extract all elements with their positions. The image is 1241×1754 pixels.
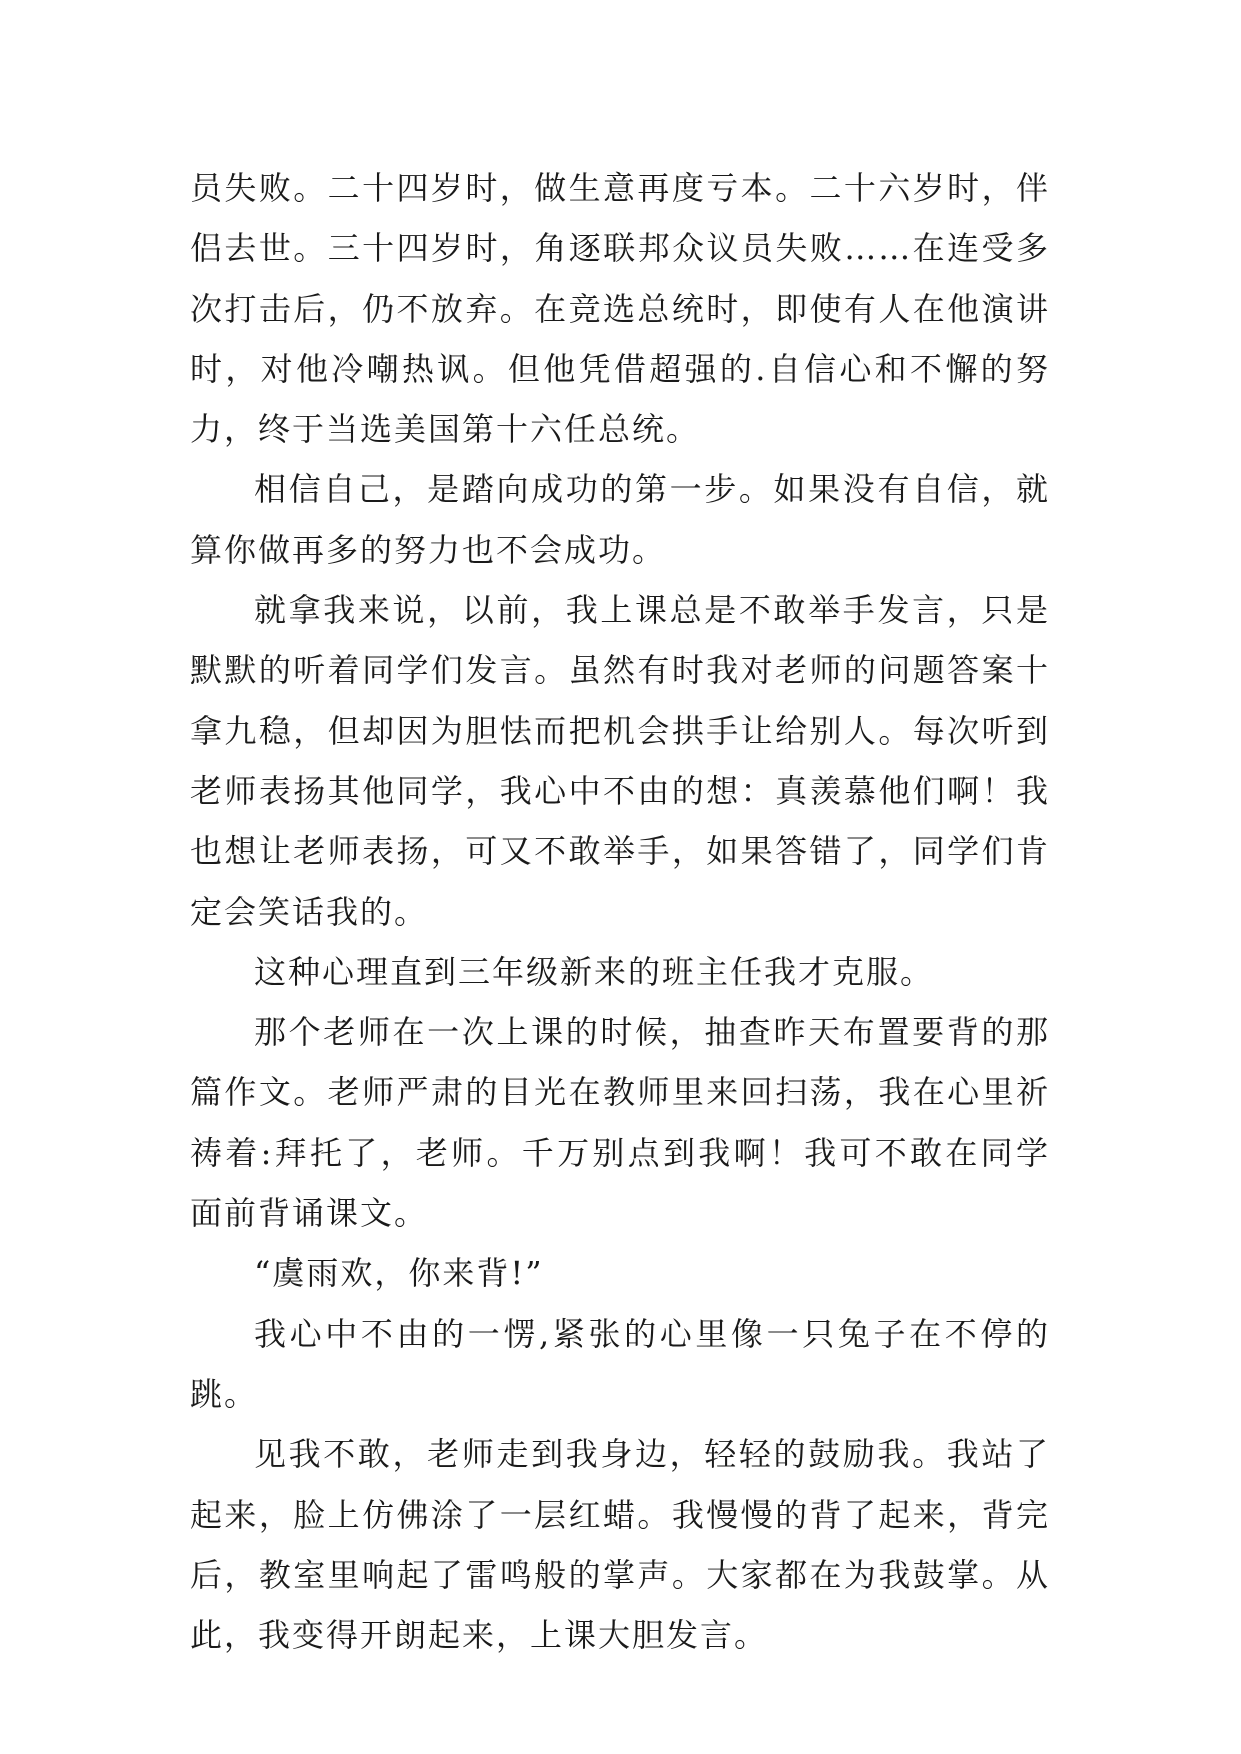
- paragraph-6: “虞雨欢，你来背!”: [254, 1254, 544, 1293]
- paragraph-7: 我心中不由的一愣,紧张的心里像一只兔子在不停的跳。: [190, 1314, 1050, 1413]
- paragraph-5: 那个老师在一次上课的时候，抽查昨天布置要背的那篇作文。老师严肃的目光在教师里来回扫荡，我在心里祈祷着:拜托了，老师。千万别点到我啊！我可不敢在同学面前背诵课文。: [190, 1013, 1050, 1233]
- paragraph-8: 见我不敢，老师走到我身边，轻轻的鼓励我。我站了起来，脸上仿佛涂了一层红蜡。我慢慢的背了起来，背完后，教室里响起了雷鸣般的掌声。大家都在为我鼓掌。从此，我变得开朗起来，上课大胆发言。: [190, 1435, 1050, 1655]
- paragraph-4: 这种心理直到三年级新来的班主任我才克服。: [254, 952, 935, 991]
- paragraph-1: 员失败。二十四岁时，做生意再度亏本。二十六岁时，伴侣去世。三十四岁时，角逐联邦众议员失败……在连受多次打击后，仍不放弃。在竞选总统时，即使有人在他演讲时，对他冷嘲热讽。但他凭借超强的.自信心和不懈的努力，终于当选美国第十六任总统。: [190, 169, 1050, 449]
- paragraph-2: 相信自己，是踏向成功的第一步。如果没有自信，就算你做再多的努力也不会成功。: [190, 470, 1050, 569]
- document-body: [190, 158, 1050, 1665]
- paragraph-3: 就拿我来说，以前，我上课总是不敢举手发言，只是默默的听着同学们发言。虽然有时我对老师的问题答案十拿九稳，但却因为胆怯而把机会拱手让给别人。每次听到老师表扬其他同学，我心中不由的想：真羡慕他们啊！我也想让老师表扬，可又不敢举手，如果答错了，同学们肯定会笑话我的。: [190, 591, 1050, 931]
